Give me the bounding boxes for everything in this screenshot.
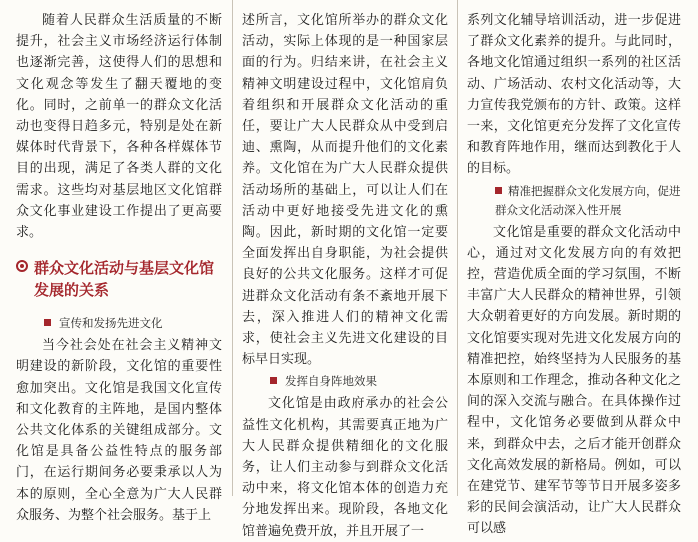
column-1: [16, 10, 222, 526]
section-heading-text: 群众文化活动与基层文化馆发展的关系: [34, 259, 215, 300]
subheading-2: [242, 371, 448, 392]
subheading-1-text: 宣传和发扬先进文化: [59, 316, 163, 331]
column-3: [467, 10, 681, 540]
body-paragraph: 当今社会处在社会主义精神文明建设的新阶段，文化馆的重要性愈加突出。文化馆是我国文化宣传和文化教育的主阵地，是国内整体公共文化体系的关键组成部分。文化馆是具备公益性特点的服务部门，在运行期间务必要秉承以人为本的原则，全心全意为广大人民群众服务、为整个社会服务。基于上: [16, 338, 222, 523]
body-paragraph: 文化馆是重要的群众文化活动中心，通过对文化发展方向的有效把控，营造优质全面的学习氛围，不断丰富广大人民群众的精神世界，引领大众朝着更好的方向发展。新时期的文化馆要实现对先进文化发展方向的精准把控，始终坚持为人民服务的基本原则和工作理念，推动各种文化之间的深入交流与融合。在具体操作过程中，文化馆务必要做到从群众中来，到群众中去，之后才能开创群众文化高效发展的新格局。例如，可以在建党节、建军节等节日开展多姿多彩的民间会演活动，让广大人民群众可以感: [467, 224, 681, 537]
column-divider: [457, 0, 458, 496]
intro-paragraph: 随着人民群众生活质量的不断提升，社会主义市场经济运行体制也逐渐完善，这使得人们的思想和文化观念等发生了翻天覆地的变化。同时，之前单一的群众文化活动也变得日趋多元，特别是处在新媒体时代背景下，各种各样媒体节目的出现，满足了各类人群的文化需求。这些均对基层地区文化馆群众文化事业建设工作提出了更高要求。: [16, 13, 222, 241]
section-heading: [16, 257, 222, 301]
column-2: [242, 10, 448, 542]
square-bullet-icon: [270, 377, 277, 384]
square-bullet-icon: [495, 187, 502, 194]
subheading-3-text: 精准把握群众文化发展方向，促进群众文化活动深入性开展: [495, 183, 681, 217]
column-divider: [232, 0, 233, 496]
body-paragraph: 文化馆是由政府承办的社会公益性文化机构，其需要真正地为广大人民群众提供精细化的文化服务，让人们主动参与到群众文化活动中来，将文化馆本体的创造力充分地发挥出来。现阶段，各地文化馆普遍免费开放，并且开展了一: [242, 396, 448, 539]
subheading-3: [467, 182, 681, 220]
body-paragraph: 述所言，文化馆所举办的群众文化活动，实际上体现的是一种国家层面的行为。归结来讲，在社会主义精神文明建设过程中，文化馆肩负着组织和开展群众文化活动的重任，要让广大人民群众从中受到启迪、熏陶，从而提升他们的文化素养。文化馆在为广大人民群众提供活动场所的基础上，可以让人们在活动中更好地接受先进文化的熏陶。因此，新时期的文化馆一定要全面发挥出自身职能，为社会提供良好的公共文化服务。这样才可促进群众文化活动有条不紊地开展下去，深入推进人们的精神文化需求，使社会主义先进文化建设的目标早日实现。: [242, 13, 448, 368]
body-paragraph: 系列文化辅导培训活动，进一步促进了群众文化素养的提升。与此同时，各地文化馆通过组织一系列的社区活动、广场活动、农村文化活动等，大力宣传我党颁布的方针、政策。这样一来，文化馆更充分发挥了文化宣传和教育阵地作用，继而达到教化于人的目标。: [467, 13, 681, 177]
section-bullet-icon: [16, 260, 28, 272]
subheading-2-text: 发挥自身阵地效果: [285, 374, 377, 389]
square-bullet-icon: [44, 319, 51, 326]
subheading-1: [16, 313, 222, 334]
